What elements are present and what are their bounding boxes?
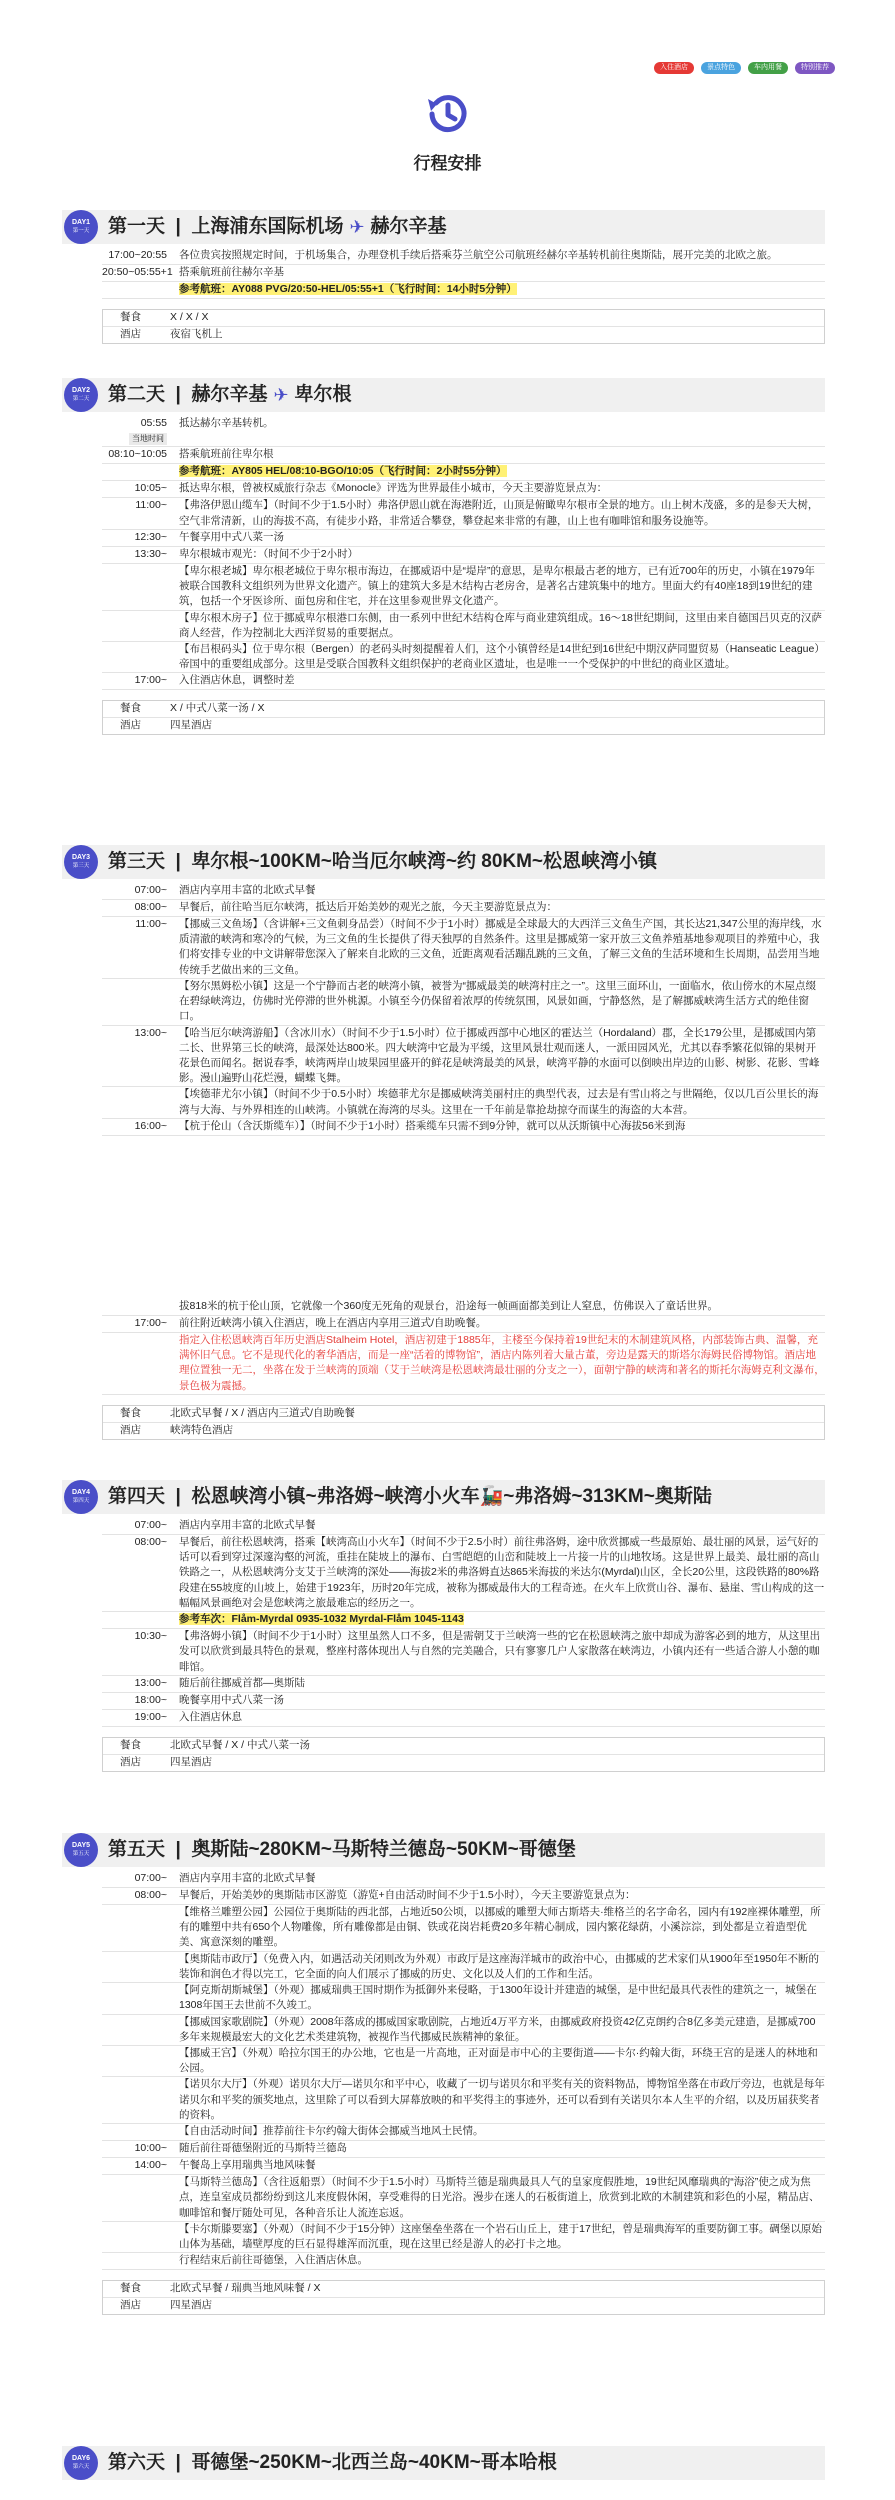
schedule-time: 10:30~ — [134, 1630, 167, 1643]
day-header — [62, 378, 825, 412]
plane-icon: ✈ — [349, 216, 365, 237]
schedule-time: 13:00~ — [134, 1676, 167, 1689]
schedule-time: 08:10~10:05 — [108, 448, 167, 461]
schedule-text: 【杭于伦山（含沃斯缆车）】（时间不少于1小时）搭乘缆车只需不到9分钟，就可以从沃斯镇中心海拔56米到海 — [179, 1119, 686, 1132]
schedule-row — [102, 1983, 825, 2014]
schedule-list — [102, 416, 825, 690]
schedule-row — [102, 530, 825, 547]
hotel-highlight: 指定入住松恩峡湾百年历史酒店Stalheim Hotel，酒店初建于1885年，主楼至今保持着19世纪末的木制建筑风格，内部装饰古典、温馨，充满怀旧气息。它不是现代化的奢华酒店，而是一座“活着的博物馆”，酒店内陈列着大量古董，旁边是露天的斯塔尔海姆民俗博物馆。酒店地理位置独一无二，坐落在发于兰峡湾的顶端（艾于兰峡湾是松恩峡湾最壮丽的分支之一），面朝宁静的峡湾和著名的斯托尔海姆克利文瀑布，景色极为震撼。 — [179, 1334, 825, 1392]
schedule-row — [102, 883, 825, 900]
route: 松恩峡湾小镇~弗洛姆~峡湾小火车🚂~弗洛姆~313KM~奥斯陆 — [191, 1486, 712, 1508]
day-badge-sub: 第五天 — [72, 1851, 90, 1857]
reference-flight: 参考航班：AY088 PVG/20:50-HEL/05:55+1（飞行时间：14小时5分钟） — [179, 283, 517, 295]
legend-item: 入住酒店 — [654, 62, 694, 74]
schedule-text: 【埃德菲尤尔小镇】（时间不少于0.5小时）埃德菲尤尔是挪威峡湾美丽村庄的典型代表，过去是有雪山将之与世隔绝，仅以几百公里长的海湾与大海、与外界相连的山峡湾。小镇就在海湾的尽头。这里在一千年前是靠抢劫掠夺而谋生的海盗的大本营。 — [179, 1088, 819, 1116]
schedule-row — [102, 1693, 825, 1710]
meal-row — [103, 1738, 824, 1755]
schedule-row — [102, 2222, 825, 2253]
schedule-time — [102, 564, 175, 610]
schedule-time: 08:00~ — [134, 901, 167, 913]
schedule-text: 【自由活动时间】推荐前往卡尔约翰大街体会挪威当地风土民情。 — [179, 2125, 484, 2138]
schedule-time: 07:00~ — [134, 1872, 167, 1884]
day-badge — [64, 845, 98, 879]
schedule-row — [102, 1676, 825, 1693]
day-header — [62, 1480, 825, 1514]
schedule-time: 11:00~ — [135, 499, 167, 512]
day-title: 第三天 | — [108, 851, 192, 873]
route-from: 赫尔辛基 — [191, 384, 268, 406]
schedule-list — [102, 883, 825, 1136]
schedule-time — [102, 1333, 175, 1394]
schedule-time: 08:00~ — [134, 1889, 167, 1901]
day-title: 第四天 | — [108, 1486, 192, 1508]
schedule-text: 搭乘航班前往卑尔根 — [179, 448, 274, 461]
route-to: 卑尔根 — [294, 384, 352, 406]
hotel-label: 酒店 — [120, 2299, 141, 2312]
hotel-row — [103, 1755, 824, 1771]
schedule-text — [175, 464, 825, 480]
schedule-row — [102, 642, 825, 673]
schedule-row — [102, 2141, 825, 2158]
schedule-time: 10:05~ — [134, 482, 167, 495]
schedule-row — [102, 1119, 825, 1136]
day-badge-label: DAY2 — [71, 387, 91, 394]
schedule-time: 07:00~ — [134, 884, 167, 896]
schedule-time — [102, 282, 175, 298]
meal-row — [103, 2281, 824, 2298]
schedule-row — [102, 1888, 825, 1905]
meal-hotel-box — [102, 309, 825, 344]
schedule-row — [102, 1299, 825, 1316]
reference-flight: 参考航班：AY805 HEL/08:10-BGO/10:05（飞行时间：2小时55分钟） — [179, 465, 507, 478]
schedule-text: 【哈当厄尔峡湾游船】（含冰川水）（时间不少于1.5小时）位于挪威西部中心地区的霍达兰（Hordaland）郡，全长179公里，是挪威国内第二长、世界第三长的峡湾，最深处达800米。四大峡湾中它最为平缓，这里风景壮观而迷人，一派田园风光，尤其以春季繁花似锦的果树开花景色而闻名。据说春季，峡湾两岸山坡果园里盛开的鲜花是峡湾最美的风景，峡湾平静的水面可以倒映出岸边的山影、树影、花影、雪峰影。漫山遍野山花烂漫，蝴蝶飞舞。 — [179, 1026, 820, 1085]
day-badge-sub: 第二天 — [72, 396, 90, 402]
schedule-time: 12:30~ — [134, 530, 167, 543]
schedule-time: 13:00~ — [134, 1026, 167, 1039]
schedule-row — [102, 2077, 825, 2124]
day-header — [62, 2446, 825, 2480]
schedule-time — [102, 1612, 175, 1628]
day-header — [62, 210, 825, 244]
schedule-row — [102, 2015, 825, 2046]
day-section — [62, 1480, 825, 1772]
schedule-time: 08:00~ — [134, 1536, 167, 1548]
route-to: 赫尔辛基 — [370, 216, 447, 238]
schedule-text: 【弗洛伊恩山缆车】（时间不少于1.5小时）弗洛伊恩山就在海港附近，山顶是俯瞰卑尔根市全景的地方。山上树木茂盛，多的是参天大树，空气非常清新，山的海拔不高，有徒步小路，非常适合攀登，攀登起来非常的有趣，山上也有咖啡馆和服务设施等。 — [179, 499, 819, 527]
schedule-text: 抵达卑尔根，曾被权威旅行杂志《Monocle》评选为世界最佳小城市，今天主要游览景点为： — [179, 482, 608, 495]
schedule-row — [102, 1629, 825, 1676]
hotel-value: 峡湾特色酒店 — [170, 1423, 233, 1436]
schedule-list — [102, 1518, 825, 1727]
schedule-row — [102, 1333, 825, 1395]
header — [0, 0, 895, 177]
day-title: 第五天 | — [108, 1839, 192, 1861]
meal-row — [103, 1406, 824, 1423]
schedule-time — [102, 1983, 175, 2013]
meal-row — [103, 701, 824, 718]
legend-item: 景点特色 — [701, 62, 741, 74]
schedule-row — [102, 1710, 825, 1727]
route: 卑尔根~100KM~哈当厄尔峡湾~约 80KM~松恩峡湾小镇 — [191, 851, 658, 873]
schedule-text: 【奥斯陆市政厅】（免费入内，如遇活动关闭则改为外观）市政厅是这座海洋城市的政治中心，由挪威的艺术家们从1900年至1950年不断的装饰和润色才得以完工，它全面的向人们展示了挪威的历史、文化以及人们的工作和生活。 — [179, 1952, 819, 1980]
schedule-row — [102, 248, 825, 265]
meal-label: 餐食 — [120, 311, 141, 323]
day-section — [62, 1833, 825, 2315]
reference-flight: 参考车次：Flåm-Myrdal 0935-1032 Myrdal-Flåm 1045-1143 — [179, 1613, 464, 1626]
schedule-time — [102, 2222, 175, 2252]
meal-label: 餐食 — [120, 2282, 141, 2295]
meal-value: 北欧式早餐 / X / 中式八菜一汤 — [170, 1738, 311, 1751]
schedule-text: 酒店内享用丰富的北欧式早餐 — [179, 884, 316, 896]
schedule-time — [102, 1905, 175, 1951]
schedule-text: 酒店内享用丰富的北欧式早餐 — [179, 1519, 316, 1531]
day-badge-label: DAY6 — [71, 2455, 91, 2462]
day-section — [62, 1295, 825, 1440]
meal-label: 餐食 — [120, 1406, 141, 1419]
schedule-text — [175, 1333, 825, 1394]
schedule-text: 行程结束后前往哥德堡，入住酒店休息。 — [179, 2254, 368, 2267]
schedule-row — [102, 2046, 825, 2077]
schedule-row — [102, 673, 825, 690]
day-badge-sub: 第三天 — [72, 863, 90, 869]
day-section — [62, 845, 825, 1136]
meal-value: X / X / X — [170, 311, 209, 323]
day-section — [62, 210, 825, 344]
schedule-row — [102, 1087, 825, 1118]
page-title: 行程安排 — [413, 154, 482, 173]
schedule-time: 19:00~ — [134, 1710, 167, 1723]
schedule-text: 卑尔根城市观光：（时间不少于2小时） — [179, 547, 359, 560]
schedule-text: 晚餐享用中式八菜一汤 — [179, 1693, 284, 1706]
schedule-text: 拔818米的杭于伦山顶，它就像一个360度无死角的观景台，沿途每一帧画面都美到让人窒息，仿佛误入了童话世界。 — [179, 1300, 719, 1312]
schedule-time — [102, 2015, 175, 2045]
schedule-text: 午餐享用中式八菜一汤 — [179, 530, 284, 543]
route-from: 上海浦东国际机场 — [191, 216, 344, 238]
schedule-text: 【布吕根码头】位于卑尔根（Bergen）的老码头时刻提醒着人们，这个小镇曾经是14世纪到16世纪中期汉萨同盟贸易（Hanseatic League）帝国中的重要组成部分。这里是受联合国教科文组织保护的老商业区遗址，也是唯一一个受保护的中世纪的商业区遗址。 — [179, 642, 825, 671]
schedule-time — [102, 2175, 175, 2221]
day-badge — [64, 2446, 98, 2480]
schedule-row — [102, 611, 825, 642]
hotel-value: 夜宿飞机上 — [170, 328, 223, 340]
schedule-row — [102, 447, 825, 464]
hotel-label: 酒店 — [120, 719, 141, 732]
schedule-text: 入住酒店休息，调整时差 — [179, 674, 295, 687]
legend-item: 特别推荐 — [795, 62, 835, 74]
day-section — [62, 378, 825, 735]
day-badge-label: DAY4 — [71, 1489, 91, 1496]
local-time-note: 当地时间 — [129, 433, 167, 445]
meal-label: 餐食 — [120, 1738, 141, 1751]
schedule-text: 【卡尔斯滕要塞】（外观）（时间不少于15分钟）这座堡垒坐落在一个岩石山丘上，建于17世纪，曾是瑞典海军的重要防御工事。碉堡以原始山体为基础，墙壁厚度的巨石显得雄浑而沉重，现在这里已经是游人的必打卡之地。 — [179, 2222, 822, 2250]
schedule-row — [102, 979, 825, 1026]
schedule-row — [102, 547, 825, 564]
meal-hotel-box — [102, 1737, 825, 1772]
schedule-text — [175, 1612, 825, 1628]
schedule-row — [102, 1535, 825, 1612]
schedule-row — [102, 1316, 825, 1333]
schedule-text: 【维格兰雕塑公园】公园位于奥斯陆的西北部，占地近50公顷，以挪威的雕塑大师古斯塔夫·维格兰的名字命名，园内有192座裸体雕塑，所有的雕塑中共有650个人物雕像，所有雕像都是由铜、铁或花岗岩耗费20多年精心制成，园内繁花绿荫，小溪淙淙，到处都是立着造型优美、寓意深刻的雕塑。 — [179, 1906, 821, 1949]
schedule-text: 随后前往挪威首都—奥斯陆 — [179, 1676, 305, 1689]
hotel-row — [103, 1423, 824, 1439]
schedule-text: 【挪威三文鱼场】（含讲解+三文鱼刺身品尝）（时间不少于1小时）挪威是全球最大的大西洋三文鱼生产国，其长达21,347公里的海岸线，水质清澈的峡湾和寒冷的气候，为三文鱼的生长提供了得天独厚的自然条件。这里是挪威第一家开放三文鱼养殖基地参观项目的养殖中心，我们将安排专业的中文讲解带您深入了解来自北欧的三文鱼，近距离观看活蹦乱跳的三文鱼，了解三文鱼的生活环境和生长周期，品尝用当地传统手艺做出来的三文鱼。 — [179, 918, 822, 976]
schedule-list — [102, 1299, 825, 1395]
plane-icon: ✈ — [273, 384, 289, 405]
meal-value: 北欧式早餐 / X / 酒店内三道式/自助晚餐 — [170, 1406, 355, 1419]
schedule-row — [102, 2253, 825, 2270]
schedule-list — [102, 248, 825, 299]
schedule-text: 【马斯特兰德岛】（含往返船票）（时间不少于1.5小时）马斯特兰德是瑞典最具人气的皇家度假胜地，19世纪风靡瑞典的“海浴”使之成为焦点，连皇室成员都纷纷到这儿来度假休闲，享受难得的日光浴。漫步在迷人的石板街道上，欣赏到北欧的木制建筑和彩色的小屋，精品店、咖啡馆和餐厅随处可见，各种音乐让人流连忘返。 — [179, 2176, 820, 2219]
schedule-text: 【卑尔根老城】卑尔根老城位于卑尔根市海边，在挪威语中是“堤岸”的意思，是卑尔根最古老的地方，已有近700年的历史，小镇在1979年被联合国教科文组织列为世界文化遗产。镇上的建筑大多是木结构古老房舍，是著名古建筑集中的地方。里面大约有40座18到19世纪的建筑，包括一个牙医诊所、面包房和住宅，并在这里参观世界文化遗产。 — [179, 564, 815, 608]
day-badge-sub: 第四天 — [72, 1498, 90, 1504]
route: 奥斯陆~280KM~马斯特兰德岛~50KM~哥德堡 — [191, 1839, 576, 1861]
schedule-row — [102, 416, 825, 447]
schedule-text: 早餐后，开始美妙的奥斯陆市区游览（游览+自由活动时间不少于1.5小时），今天主要游览景点为： — [179, 1889, 636, 1901]
schedule-time: 05:55 当地时间 — [102, 416, 175, 446]
day-badge — [64, 210, 98, 244]
schedule-row — [102, 1026, 825, 1088]
schedule-time — [102, 979, 175, 1025]
schedule-time — [102, 2124, 175, 2140]
hotel-value: 四星酒店 — [170, 2299, 212, 2312]
hotel-row — [103, 718, 824, 734]
schedule-text: 抵达赫尔辛基转机。 — [179, 417, 274, 429]
schedule-time — [102, 464, 175, 480]
day-title: 第六天 | — [108, 2452, 192, 2474]
schedule-row — [102, 2158, 825, 2175]
schedule-row — [102, 282, 825, 299]
schedule-text: 午餐岛上享用瑞典当地风味餐 — [179, 2159, 316, 2172]
schedule-row — [102, 2175, 825, 2222]
schedule-row — [102, 464, 825, 481]
day-title: 第一天 | — [108, 216, 192, 238]
schedule-text — [175, 282, 825, 298]
meal-label: 餐食 — [120, 702, 141, 715]
hotel-label: 酒店 — [120, 328, 141, 340]
schedule-text: 早餐后，前往松恩峡湾，搭乘【峡湾高山小火车】（时间不少于2.5小时）前往弗洛姆，途中欣赏挪威一些最原始、最壮丽的风景，运气好的话可以看到穿过深邃沟壑的河流，重挂在陡坡上的瀑布、白雪皑皑的山峦和陡坡上一片接一片的山地牧场。这是世界上最美、最壮丽的高山铁路之一，从松恩峡湾分支艾于兰峡湾的深处——海拔2米的弗洛姆直达865米海拔的米达尔(Myrdal)山区，全长20公里，这段铁路的80%路段建在55坡度的山坡上，始建于1923年，历时20年完成，被称为挪威最伟大的工程奇迹。在火车上欣赏山谷、瀑布、悬崖、雪山构成的这一幅幅风景画绝对会是您峡湾之旅最难忘的经历之一。 — [179, 1536, 825, 1609]
day-badge — [64, 378, 98, 412]
schedule-time: 13:30~ — [134, 547, 167, 560]
schedule-time: 14:00~ — [134, 2159, 167, 2172]
day-section — [62, 2446, 825, 2484]
schedule-text: 【诺贝尔大厅】（外观）诺贝尔大厅—诺贝尔和平中心，收藏了一切与诺贝尔和平奖有关的资料物品，博物馆坐落在市政厅旁边，也就是每年诺贝尔和平奖的颁奖地点，这里除了可以看到大屏幕放映的和平奖得主的事迹外，还可以看到有关诺贝尔本人生平的介绍，以及历届获奖者的资料。 — [179, 2078, 825, 2121]
schedule-text: 【挪威王宫】（外观）哈拉尔国王的办公地，它也是一片高地，正对面是市中心的主要街道——卡尔·约翰大街，环绕王宫的是迷人的林地和公园。 — [179, 2046, 818, 2075]
legend-item: 车内用餐 — [748, 62, 788, 74]
schedule-text: 【挪威国家歌剧院】（外观）2008年落成的挪威国家歌剧院，占地近4万平方米，由挪威政府投资42亿克朗约合8亿多美元建造，是挪威700多年来规模最宏大的文化艺术类建筑物，被视作当代挪威民族精神的象征。 — [179, 2015, 816, 2043]
day-badge-sub: 第一天 — [72, 228, 90, 234]
day-badge-label: DAY1 — [71, 219, 91, 226]
meal-value: 北欧式早餐 / 瑞典当地风味餐 / X — [170, 2282, 321, 2295]
schedule-time: 17:00~20:55 — [108, 249, 167, 261]
schedule-row — [102, 1952, 825, 1983]
hotel-value: 四星酒店 — [170, 1755, 212, 1768]
schedule-text: 随后前往哥德堡附近的马斯特兰德岛 — [179, 2142, 347, 2155]
schedule-time — [102, 2077, 175, 2123]
history-clock-icon — [422, 88, 474, 140]
schedule-time: 17:00~ — [134, 1317, 167, 1329]
meal-hotel-box — [102, 700, 825, 735]
day-badge-sub: 第六天 — [72, 2464, 90, 2470]
day-badge — [64, 1480, 98, 1514]
day-title: 第二天 | — [108, 384, 192, 406]
schedule-text: 搭乘航班前往赫尔辛基 — [179, 266, 284, 278]
meal-hotel-box — [102, 2280, 825, 2315]
schedule-time: 20:50~05:55+1 — [102, 266, 173, 278]
schedule-time: 16:00~ — [134, 1119, 167, 1132]
schedule-row — [102, 917, 825, 979]
hotel-row — [103, 327, 824, 343]
schedule-time — [102, 611, 175, 641]
schedule-row — [102, 1612, 825, 1629]
schedule-row — [102, 1518, 825, 1535]
schedule-time — [102, 1299, 175, 1315]
schedule-time: 07:00~ — [134, 1519, 167, 1531]
schedule-time: 11:00~ — [135, 918, 167, 930]
schedule-time: 10:00~ — [134, 2142, 167, 2155]
schedule-row — [102, 481, 825, 498]
day-badge-label: DAY5 — [71, 1842, 91, 1849]
schedule-time — [102, 2253, 175, 2269]
route: 哥德堡~250KM~北西兰岛~40KM~哥本哈根 — [191, 2452, 557, 2474]
hotel-label: 酒店 — [120, 1423, 141, 1436]
schedule-text: 各位贵宾按照规定时间，于机场集合，办理登机手续后搭乘芬兰航空公司航班经赫尔辛基转机前往奥斯陆，展开完美的北欧之旅。 — [179, 249, 778, 261]
schedule-text: 早餐后，前往哈当厄尔峡湾，抵达后开始美妙的观光之旅，今天主要游览景点为： — [179, 901, 557, 913]
day-header — [62, 845, 825, 879]
schedule-time: 17:00~ — [134, 674, 167, 687]
schedule-row — [102, 900, 825, 917]
schedule-text: 【阿克斯胡斯城堡】（外观）挪威瑞典王国时期作为抵御外来侵略，于1300年设计并建造的城堡，是中世纪最具代表性的建筑之一，城堡在1308年国王去世前不久竣工。 — [179, 1984, 817, 2012]
schedule-text: 前往附近峡湾小镇入住酒店，晚上在酒店内享用三道式/自助晚餐。 — [179, 1317, 487, 1329]
legend — [654, 62, 835, 74]
hotel-row — [103, 2298, 824, 2314]
day-badge — [64, 1833, 98, 1867]
schedule-text: 【努尔黑姆松小镇】这是一个宁静而古老的峡湾小镇，被誉为“挪威最美的峡湾村庄之一”。这里三面环山，一面临水，依山傍水的木屋点缀在碧绿峡湾边，仿佛时光停滞的世外桃源。小镇至今仍保留着浓厚的传统氛围，风景如画，宁静悠然，是了解挪威峡湾生活方式的绝佳窗口。 — [179, 979, 816, 1023]
schedule-time: 18:00~ — [134, 1693, 167, 1706]
schedule-time — [102, 2046, 175, 2076]
schedule-text: 【卑尔根木房子】位于挪威卑尔根港口东侧，由一系列中世纪木结构仓库与商业建筑组成。16～18世纪期间，这里由来自德国吕贝克的汉萨商人经营，作为控制北大西洋贸易的重要据点。 — [179, 611, 822, 639]
schedule-time — [102, 1087, 175, 1117]
schedule-list — [102, 1871, 825, 2270]
schedule-row — [102, 2124, 825, 2141]
schedule-time — [102, 1952, 175, 1982]
hotel-value: 四星酒店 — [170, 719, 212, 732]
schedule-row — [102, 265, 825, 282]
day-badge-label: DAY3 — [71, 854, 91, 861]
schedule-text: 酒店内享用丰富的北欧式早餐 — [179, 1872, 316, 1884]
hotel-label: 酒店 — [120, 1755, 141, 1768]
meal-hotel-box — [102, 1405, 825, 1440]
meal-row — [103, 310, 824, 327]
schedule-row — [102, 498, 825, 529]
schedule-row — [102, 1871, 825, 1888]
schedule-row — [102, 564, 825, 611]
schedule-text: 入住酒店休息 — [179, 1710, 242, 1723]
schedule-time — [102, 642, 175, 672]
day-header — [62, 1833, 825, 1867]
meal-value: X / 中式八菜一汤 / X — [170, 702, 265, 715]
schedule-row — [102, 1905, 825, 1952]
schedule-text: 【弗洛姆小镇】（时间不少于1小时）这里虽然人口不多，但是需朝艾于兰峡湾一些的它在松恩峡湾之旅中却成为游客必到的地方，从这里出发可以欣赏到最具特色的景观，整座村落体现出人与自然的完美融合，只有寥寥几户人家散落在峡湾边，小镇内还有一些适合游人小憩的咖啡馆。 — [179, 1630, 821, 1673]
